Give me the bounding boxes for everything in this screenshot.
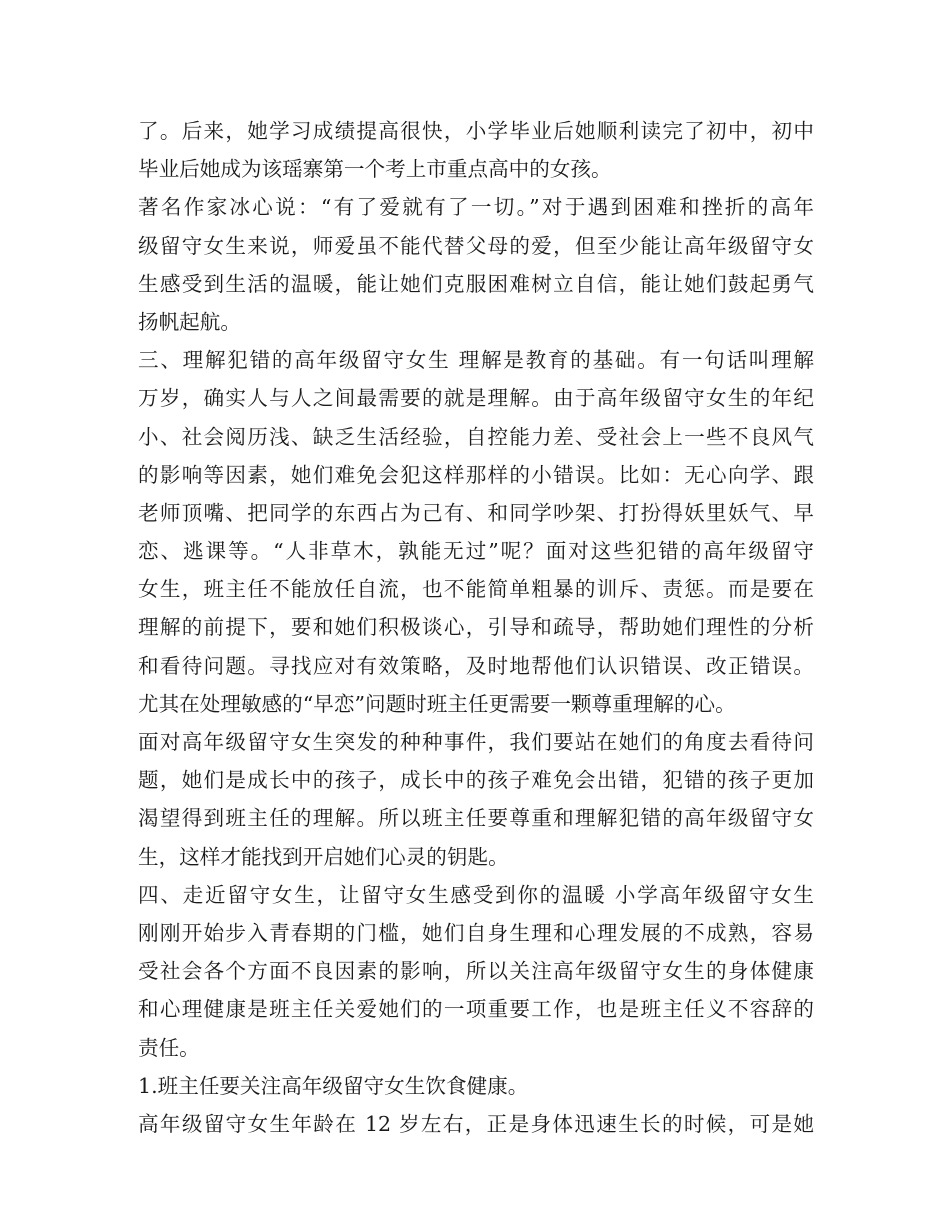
text-line: 生，这样才能找到开启她们心灵的钥匙。 — [138, 844, 509, 869]
text-line: 女生，班主任不能放任自流，也不能简单粗暴的训斥、责惩。而是要在 — [138, 577, 814, 602]
text-line: 恋、逃课等。“人非草木，孰能无过”呢？面对这些犯错的高年级留守 — [138, 539, 814, 564]
text-line: 责任。 — [138, 1035, 200, 1060]
text-line: 级留守女生来说，师爱虽不能代替父母的爱，但至少能让高年级留守女 — [138, 233, 814, 258]
text-line: 面对高年级留守女生突发的种种事件，我们要站在她们的角度去看待问 — [138, 730, 814, 754]
text-line: 尤其在处理敏感的“早恋”问题时班主任更需要一颗尊重理解的心。 — [138, 691, 736, 716]
text-line: 生感受到生活的温暖，能让她们克服困难树立自信，能让她们鼓起勇气 — [138, 271, 814, 296]
subheading-line: 1.班主任要关注高年级留守女生饮食健康。 — [138, 1073, 529, 1098]
text-line: 渴望得到班主任的理解。所以班主任要尊重和理解犯错的高年级留守女 — [138, 806, 814, 831]
text-line: 了。后来，她学习成绩提高很快，小学毕业后她顺利读完了初中，初中 — [138, 119, 814, 143]
text-line: 著名作家冰心说：“有了爱就有了一切。”对于遇到困难和挫折的高年 — [138, 195, 814, 220]
text-line: 高年级留守女生年龄在 12 岁左右，正是身体迅速生长的时候，可是她 — [138, 1111, 814, 1136]
text-line: 的影响等因素，她们难免会犯这样那样的小错误。比如：无心向学、跟 — [138, 462, 814, 487]
text-line: 和心理健康是班主任关爱她们的一项重要工作，也是班主任义不容辞的 — [138, 997, 814, 1022]
text-line: 扬帆起航。 — [138, 309, 241, 334]
text-line: 小、社会阅历浅、缺乏生活经验，自控能力差、受社会上一些不良风气 — [138, 424, 814, 449]
section-heading-line: 三、理解犯错的高年级留守女生 理解是教育的基础。有一句话叫理解 — [138, 348, 814, 373]
text-line: 万岁，确实人与人之间最需要的就是理解。由于高年级留守女生的年纪 — [138, 386, 814, 411]
text-line: 题，她们是成长中的孩子，成长中的孩子难免会出错，犯错的孩子更加 — [138, 768, 814, 793]
text-line: 刚刚开始步入青春期的门槛，她们自身生理和心理发展的不成熟，容易 — [138, 920, 814, 945]
section-heading-line: 四、走近留守女生，让留守女生感受到你的温暖 小学高年级留守女生 — [138, 882, 814, 907]
text-line: 受社会各个方面不良因素的影响，所以关注高年级留守女生的身体健康 — [138, 959, 814, 984]
text-line: 老师顶嘴、把同学的东西占为己有、和同学吵架、打扮得妖里妖气、早 — [138, 500, 814, 525]
text-line: 理解的前提下，要和她们积极谈心，引导和疏导，帮助她们理性的分析 — [138, 615, 814, 640]
document-body — [138, 112, 814, 1143]
text-line: 和看待问题。寻找应对有效策略，及时地帮他们认识错误、改正错误。 — [138, 653, 814, 678]
text-line: 毕业后她成为该瑶寨第一个考上市重点高中的女孩。 — [138, 157, 612, 182]
